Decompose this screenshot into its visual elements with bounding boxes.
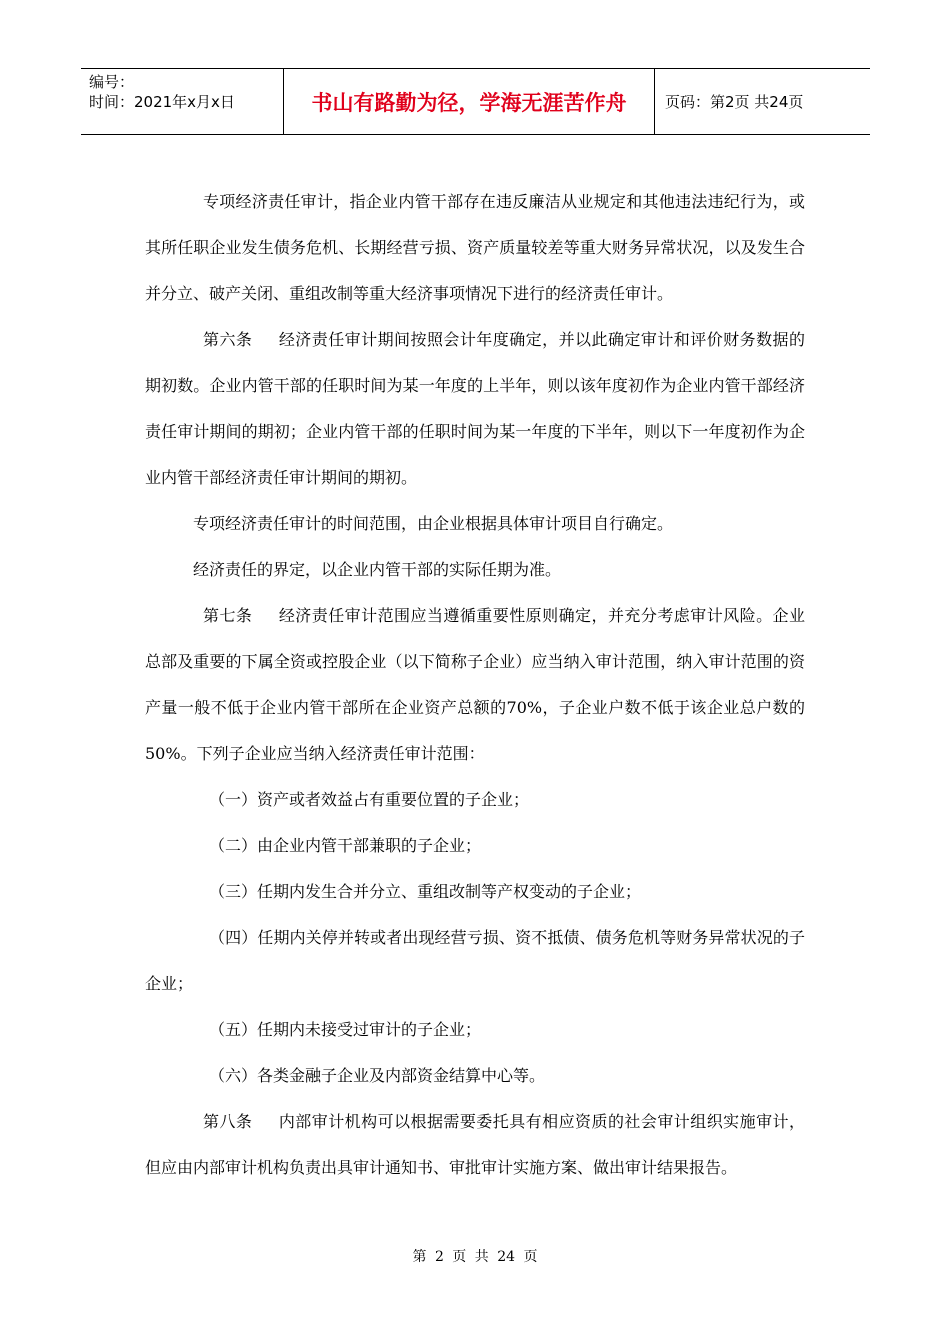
list-item: （五）任期内未接受过审计的子企业； [209, 1020, 482, 1039]
article-8 [145, 1099, 805, 1191]
page-header [81, 68, 870, 135]
header-meta [81, 69, 283, 134]
article-6-text: 经济责任审计期间按照会计年度确定，并以此确定审计和评价财务数据的期初数。企业内管干部的任职时间为某一年度的上半年，则以该年度初作为企业内管干部经济责任审计期间的期初；企业内管干部的任职时间为某一年度的下半年，则以下一年度初作为企业内管干部经济责任审计期间的期初。 [145, 330, 805, 487]
number-label: 编号： [89, 73, 135, 91]
article-7-text: 经济责任审计范围应当遵循重要性原则确定，并充分考虑审计风险。企业总部及重要的下属全资或控股企业（以下简称子企业）应当纳入审计范围，纳入审计范围的资产量一般不低于企业内管干部所在企业资产总额的70%，子企业户数不低于该企业总户数的50%。下列子企业应当纳入经济责任审计范围： [145, 606, 805, 763]
article-6-title: 第六条 [203, 330, 253, 349]
list-item: （四）任期内关停并转或者出现经营亏损、资不抵债、债务危机等财务异常状况的子企业； [145, 928, 805, 993]
article-8-text: 内部审计机构可以根据需要委托具有相应资质的社会审计组织实施审计，但应由内部审计机构负责出具审计通知书、审批审计实施方案、做出审计结果报告。 [145, 1112, 805, 1177]
list-item: （二）由企业内管干部兼职的子企业； [209, 836, 482, 855]
header-page-info: 页码：第2页 共24页 [665, 93, 804, 111]
paragraph-special-audit: 专项经济责任审计，指企业内管干部存在违反廉洁从业规定和其他违法违纪行为，或其所任职企业发生债务危机、长期经营亏损、资产质量较差等重大财务异常状况，以及发生合并分立、破产关闭、重组改制等重大经济事项情况下进行的经济责任审计。 [145, 192, 805, 303]
document-body [145, 179, 805, 1191]
paragraph-responsibility: 经济责任的界定，以企业内管干部的实际任期为准。 [193, 560, 562, 579]
list-item: （六）各类金融子企业及内部资金结算中心等。 [209, 1066, 546, 1085]
article-7-title: 第七条 [203, 606, 253, 625]
list-item: （三）任期内发生合并分立、重组改制等产权变动的子企业； [209, 882, 642, 901]
article-6 [145, 317, 805, 501]
page-footer: 第 2 页 共 24 页 [412, 1249, 538, 1265]
article-8-title: 第八条 [203, 1112, 253, 1131]
list-item: （一）资产或者效益占有重要位置的子企业； [209, 790, 530, 809]
article-7 [145, 593, 805, 777]
paragraph-time-range: 专项经济责任审计的时间范围，由企业根据具体审计项目自行确定。 [193, 514, 674, 533]
date-label: 时间：2021年x月x日 [89, 93, 235, 111]
header-motto: 书山有路勤为径，学海无涯苦作舟 [283, 69, 655, 134]
